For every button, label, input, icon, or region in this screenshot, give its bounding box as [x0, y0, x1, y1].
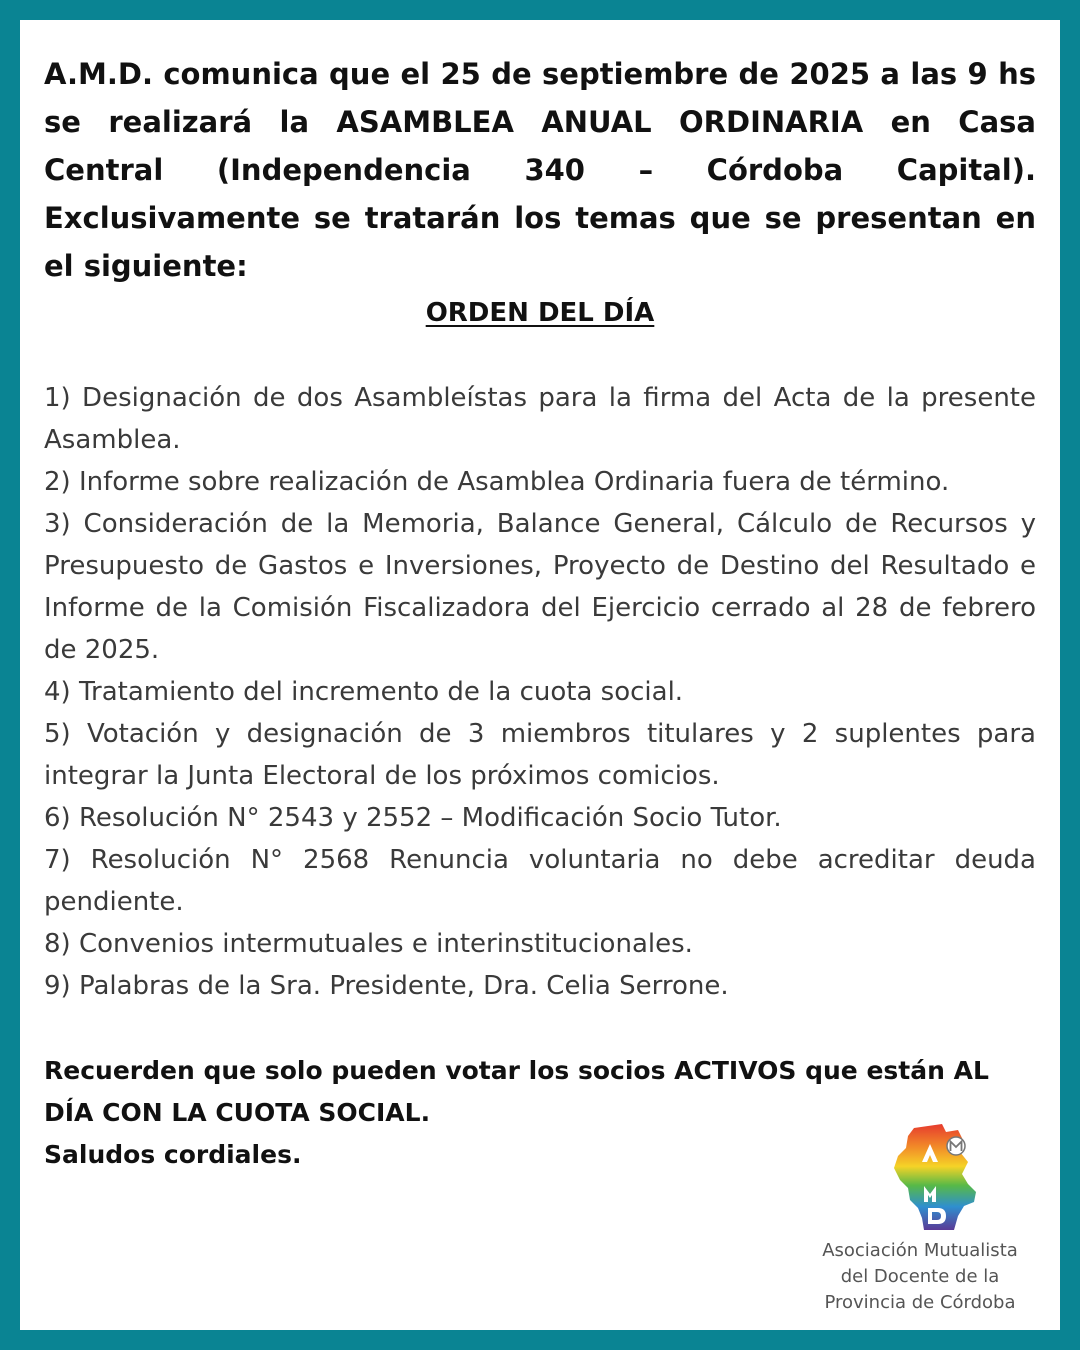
amd-province-map-logo-icon	[884, 1122, 980, 1234]
organization-name	[790, 1238, 1050, 1316]
org-name-line: Asociación Mutualista	[822, 1240, 1018, 1261]
org-name-line: del Docente de la	[840, 1266, 1000, 1287]
agenda-list	[44, 377, 1036, 1007]
agenda-item: 2) Informe sobre realización de Asamblea Ordinaria fuera de término.	[44, 467, 950, 497]
announcement-intro: A.M.D. comunica que el 25 de septiembre de 2025 a las 9 hs se realizará la ASAMBLEA ANUAL ORDINARIA en Casa Central (Independencia 340 – Córdoba Capital). Exclusivamente se tratarán los temas que se presentan en el siguiente:	[44, 57, 1036, 283]
agenda-item: 8) Convenios intermutuales e interinstitucionales.	[44, 929, 693, 959]
agenda-item: 7) Resolución N° 2568 Renuncia voluntaria no debe acreditar deuda pendiente.	[44, 845, 1036, 917]
agenda-item: 5) Votación y designación de 3 miembros titulares y 2 suplentes para integrar la Junta Electoral de los próximos comicios.	[44, 719, 1036, 791]
agenda-heading: ORDEN DEL DÍA	[425, 298, 655, 328]
agenda-item: 9) Palabras de la Sra. Presidente, Dra. Celia Serrone.	[44, 971, 729, 1001]
agenda-item: 1) Designación de dos Asambleístas para la firma del Acta de la presente Asamblea.	[44, 383, 1036, 455]
agenda-item: 3) Consideración de la Memoria, Balance General, Cálculo de Recursos y Presupuesto de Gastos e Inversiones, Proyecto de Destino del Resultado e Informe de la Comisión Fiscalizadora del Ejercicio cerrado al 28 de febrero de 2025.	[44, 509, 1036, 665]
agenda-item: 6) Resolución N° 2543 y 2552 – Modificación Socio Tutor.	[44, 803, 782, 833]
closing-greeting: Saludos cordiales.	[44, 1140, 302, 1169]
voting-reminder: Recuerden que solo pueden votar los socios ACTIVOS que están AL DÍA CON LA CUOTA SOCIAL.	[44, 1056, 989, 1127]
agenda-item: 4) Tratamiento del incremento de la cuota social.	[44, 677, 684, 707]
org-name-line: Provincia de Córdoba	[824, 1292, 1016, 1313]
announcement-card	[20, 20, 1060, 1330]
